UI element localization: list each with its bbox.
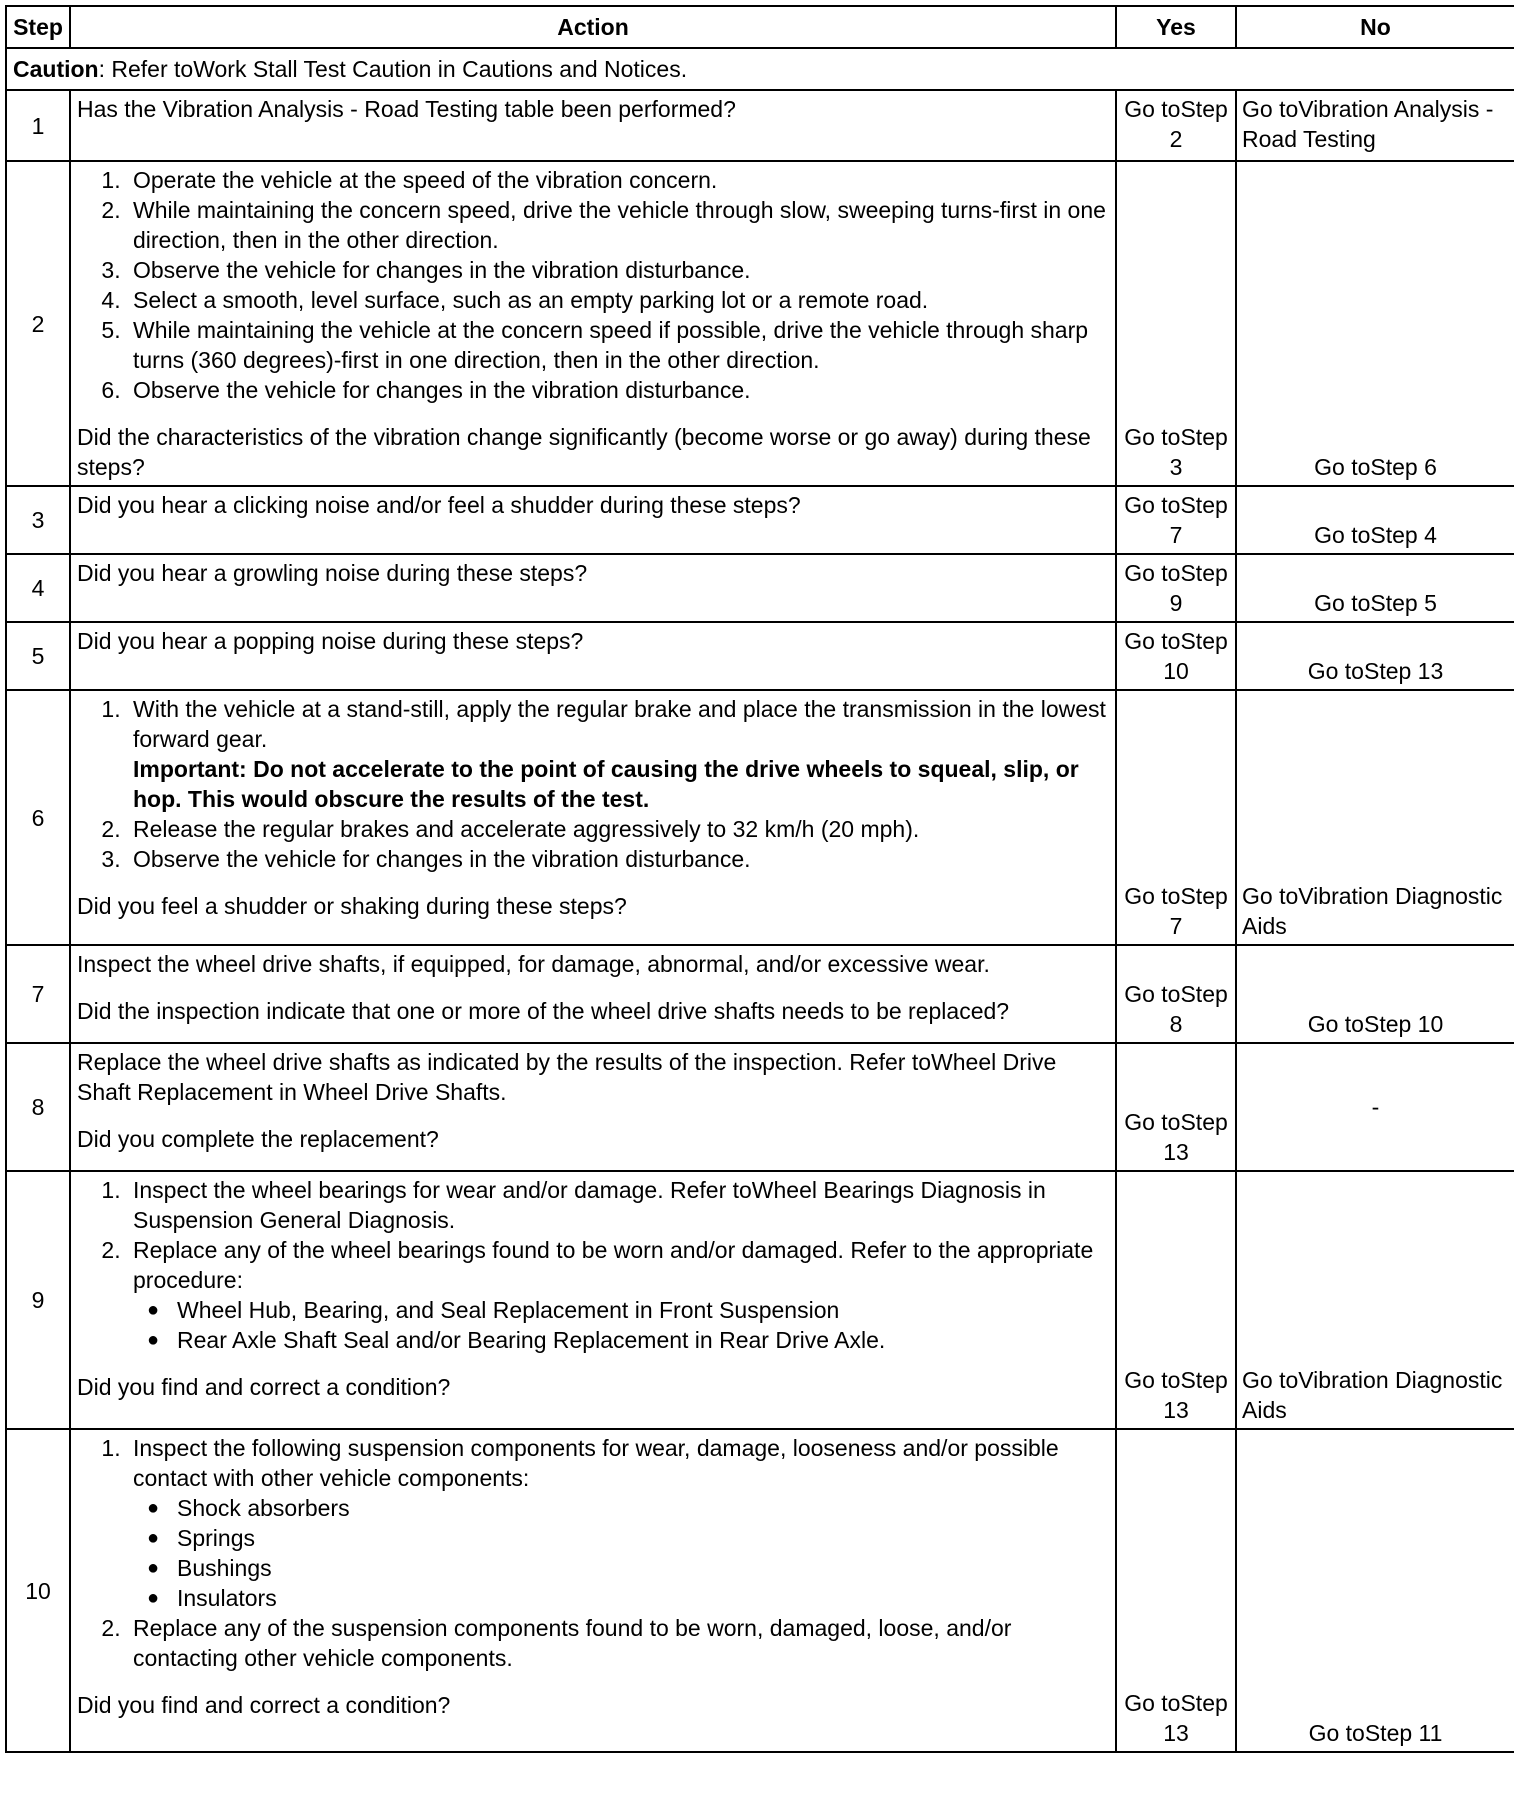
header-yes: Yes [1116,6,1236,48]
no-cell: Go toVibration Analysis - Road Testing [1236,90,1514,161]
bullet-list [133,1295,1109,1355]
action-question: Did you find and correct a condition? [77,1374,451,1400]
action-text: Inspect the wheel drive shafts, if equipped, for damage, abnormal, and/or excessive wear. [77,951,990,977]
no-cell: Go toStep 13 [1236,622,1514,690]
yes-cell: Go toStep 3 [1116,161,1236,486]
table-row [6,1429,1514,1752]
action-cell [70,554,1116,622]
step-number: 2 [6,161,70,486]
list-item [127,694,1109,814]
list-item: 5. While maintaining the vehicle at the concern speed if possible, drive the vehicle through sharp turns (360 degrees)-first in one direction, then in the other direction. [127,315,1109,375]
action-question: Did the characteristics of the vibration change significantly (become worse or go away) during these steps? [77,424,1091,480]
bullet-item: ● Rear Axle Shaft Seal and/or Bearing Replacement in Rear Drive Axle. [177,1325,1109,1355]
step-number: 8 [6,1043,70,1171]
step-number: 5 [6,622,70,690]
no-cell: Go toStep 11 [1236,1429,1514,1752]
step-number: 7 [6,945,70,1043]
step-number: 10 [6,1429,70,1752]
diagnostic-table [5,5,1514,1753]
action-question: Did you find and correct a condition? [77,1692,451,1718]
action-cell [70,690,1116,945]
yes-cell: Go toStep 7 [1116,690,1236,945]
list-item [127,1433,1109,1613]
header-no: No [1236,6,1514,48]
list-item-text: Inspect the following suspension components for wear, damage, looseness and/or possible contact with other vehicle components: [133,1435,1059,1491]
list-item: 4. Select a smooth, level surface, such as an empty parking lot or a remote road. [127,285,1109,315]
action-text: Replace the wheel drive shafts as indicated by the results of the inspection. Refer toWheel Drive Shaft Replacement in Wheel Drive Shafts. [77,1049,1057,1105]
action-question: Did you hear a growling noise during these steps? [77,560,588,586]
action-question: Did the inspection indicate that one or more of the wheel drive shafts needs to be replaced? [77,998,1010,1024]
caution-text: : Refer toWork Stall Test Caution in Cautions and Notices. [98,56,688,82]
list-item: 1. Operate the vehicle at the speed of the vibration concern. [127,165,1109,195]
action-cell [70,622,1116,690]
action-cell [70,1043,1116,1171]
no-cell: Go toStep 4 [1236,486,1514,554]
diagnostic-table-page [5,5,1514,1789]
list-item [127,1235,1109,1355]
procedure-list [77,694,1109,874]
table-row [6,1171,1514,1429]
header-row [6,6,1514,48]
no-cell: Go toStep 10 [1236,945,1514,1043]
yes-cell: Go toStep 2 [1116,90,1236,161]
action-question: Did you hear a clicking noise and/or feel a shudder during these steps? [77,492,801,518]
header-step: Step [6,6,70,48]
bullet-item: ● Springs [177,1523,1109,1553]
bullet-item: ● Bushings [177,1553,1109,1583]
table-row [6,1043,1514,1171]
action-cell [70,945,1116,1043]
step-number: 3 [6,486,70,554]
bullet-list [133,1493,1109,1613]
table-row [6,945,1514,1043]
bullet-item: ● Insulators [177,1583,1109,1613]
yes-cell: Go toStep 10 [1116,622,1236,690]
table-row [6,690,1514,945]
list-item-text: With the vehicle at a stand-still, apply the regular brake and place the transmission in the lowest forward gear. [133,696,1106,752]
no-cell: Go toVibration Diagnostic Aids [1236,1171,1514,1429]
yes-cell: Go toStep 13 [1116,1043,1236,1171]
no-cell: - [1236,1043,1514,1171]
list-item-text: Replace any of the wheel bearings found to be worn and/or damaged. Refer to the appropriate procedure: [133,1237,1094,1293]
list-item: 1. Inspect the wheel bearings for wear and/or damage. Refer toWheel Bearings Diagnosis in Suspension General Diagnosis. [127,1175,1109,1235]
list-item: 3. Observe the vehicle for changes in the vibration disturbance. [127,255,1109,285]
action-cell [70,90,1116,161]
step-number: 6 [6,690,70,945]
header-action: Action [70,6,1116,48]
procedure-list [77,1175,1109,1355]
caution-row [6,48,1514,90]
no-cell: Go toStep 6 [1236,161,1514,486]
procedure-list [77,165,1109,405]
bullet-item: ● Wheel Hub, Bearing, and Seal Replacement in Front Suspension [177,1295,1109,1325]
table-row [6,90,1514,161]
table-row [6,486,1514,554]
step-number: 1 [6,90,70,161]
table-row [6,161,1514,486]
action-cell [70,161,1116,486]
procedure-list [77,1433,1109,1673]
action-question: Did you hear a popping noise during these steps? [77,628,584,654]
yes-cell: Go toStep 8 [1116,945,1236,1043]
no-cell: Go toStep 5 [1236,554,1514,622]
action-cell [70,486,1116,554]
list-item: 6. Observe the vehicle for changes in the vibration disturbance. [127,375,1109,405]
step-number: 9 [6,1171,70,1429]
list-item: 2. Release the regular brakes and accelerate aggressively to 32 km/h (20 mph). [127,814,1109,844]
yes-cell: Go toStep 9 [1116,554,1236,622]
action-question: Did you feel a shudder or shaking during these steps? [77,893,627,919]
caution-cell [6,48,1514,90]
list-item: 2. While maintaining the concern speed, drive the vehicle through slow, sweeping turns-first in one direction, then in the other direction. [127,195,1109,255]
yes-cell: Go toStep 7 [1116,486,1236,554]
yes-cell: Go toStep 13 [1116,1429,1236,1752]
action-cell [70,1429,1116,1752]
list-item: 2. Replace any of the suspension components found to be worn, damaged, loose, and/or contacting other vehicle components. [127,1613,1109,1673]
bullet-item: ● Shock absorbers [177,1493,1109,1523]
no-cell: Go toVibration Diagnostic Aids [1236,690,1514,945]
caution-label: Caution [13,56,99,82]
action-question: Has the Vibration Analysis - Road Testing table been performed? [77,96,736,122]
important-note: Important: Do not accelerate to the point of causing the drive wheels to squeal, slip, or hop. This would obscure the results of the test. [133,756,1079,812]
action-question: Did you complete the replacement? [77,1126,439,1152]
action-cell [70,1171,1116,1429]
step-number: 4 [6,554,70,622]
table-row [6,622,1514,690]
table-row [6,554,1514,622]
list-item: 3. Observe the vehicle for changes in the vibration disturbance. [127,844,1109,874]
yes-cell: Go toStep 13 [1116,1171,1236,1429]
